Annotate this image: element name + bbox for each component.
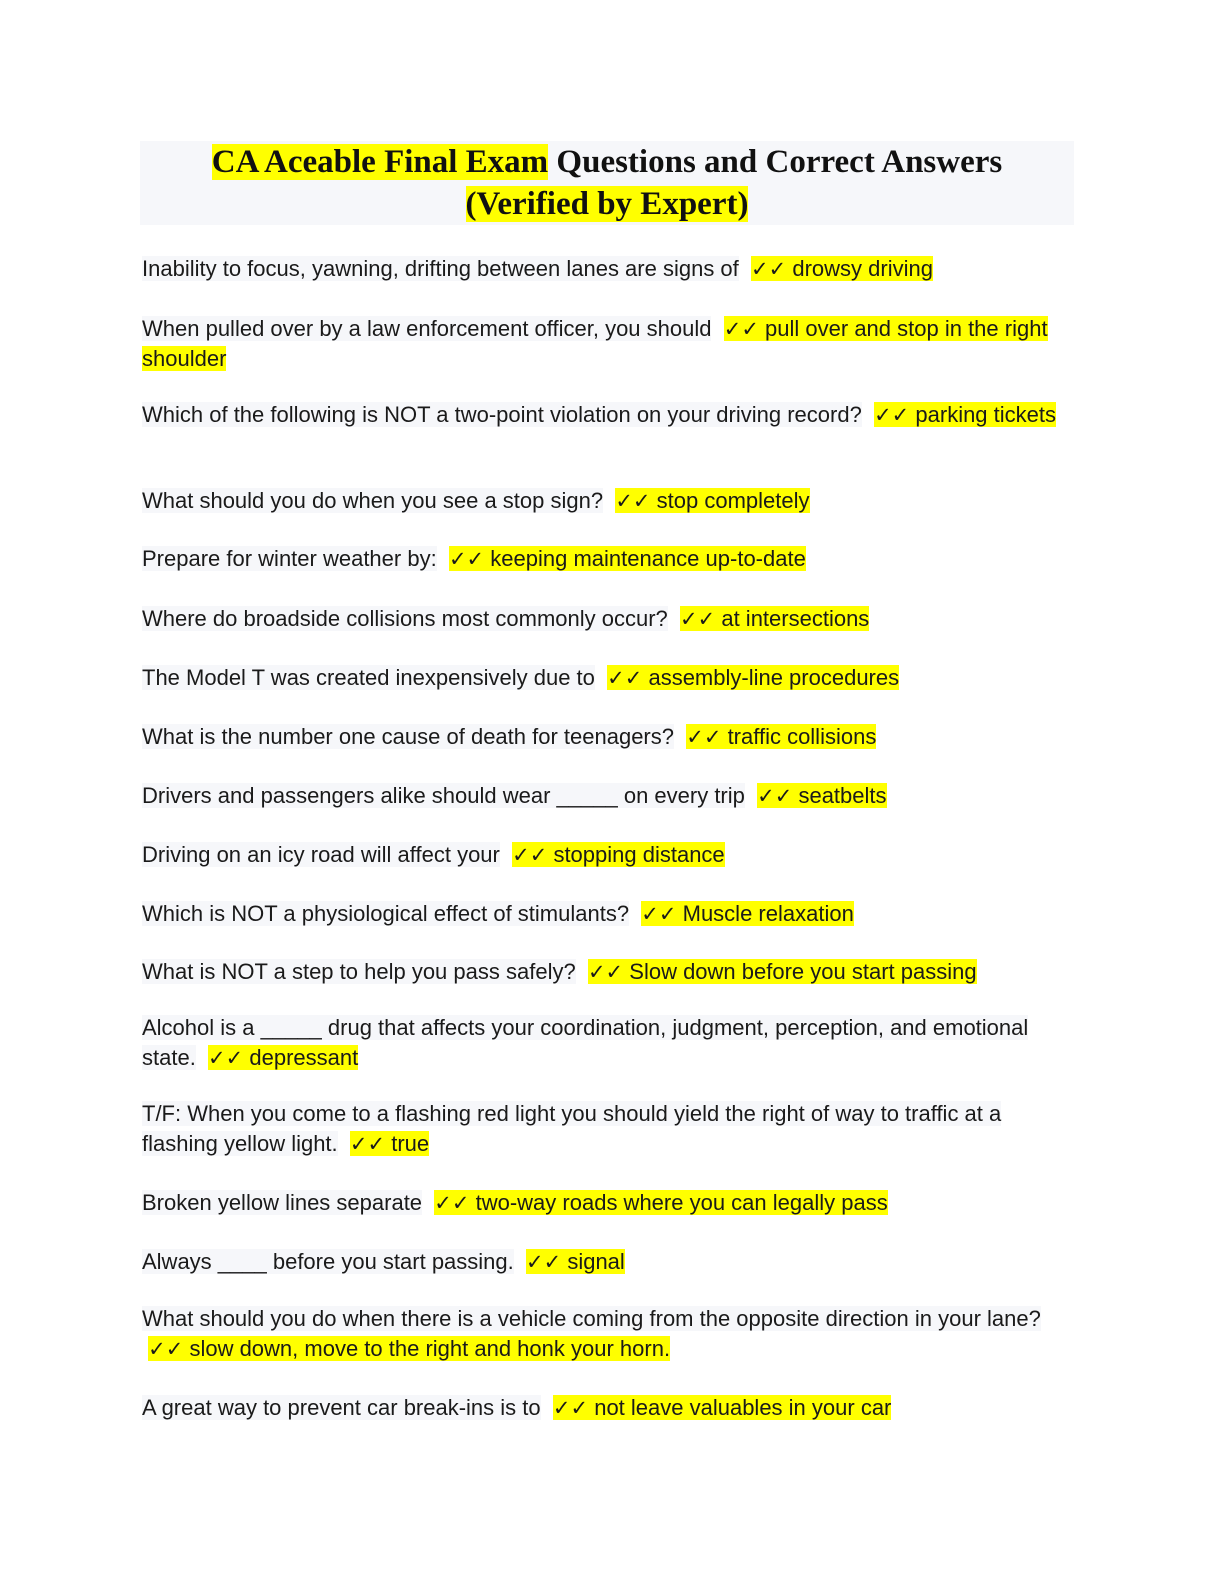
qa-item [142,1304,1062,1364]
double-check-icon: ✓✓ [148,1337,184,1361]
answer-text: Slow down before you start passing [629,959,977,984]
qa-item [142,1099,1062,1159]
double-check-icon: ✓✓ [751,257,787,281]
double-check-icon: ✓✓ [349,1132,386,1156]
question-text: Which is NOT a physiological effect of stimulants? [142,901,630,926]
double-check-icon: ✓✓ [686,725,722,749]
qa-item [142,1393,1062,1423]
qa-item [142,899,1062,929]
answer-text: parking tickets [915,402,1057,427]
question-text: What should you do when there is a vehicle coming from the opposite direction in your lane? [142,1306,1041,1331]
answer-text: at intersections [721,606,870,631]
answer-highlight [874,402,1056,427]
title-subtitle: (Verified by Expert) [465,186,749,222]
double-check-icon: ✓✓ [512,843,548,867]
qa-item [142,1247,1062,1277]
answer-highlight [757,783,886,808]
answer-text: not leave valuables in your car [594,1395,892,1420]
answer-highlight [680,606,869,631]
qa-item [142,486,1062,516]
question-text: The Model T was created inexpensively due to [142,665,595,690]
question-text: Always ____ before you start passing. [142,1249,514,1274]
answer-highlight [588,959,977,984]
question-text: Inability to focus, yawning, drifting between lanes are signs of [142,256,739,281]
double-check-icon: ✓✓ [208,1046,244,1070]
answer-highlight [641,901,854,926]
qa-item [142,544,1062,574]
answer-highlight [208,1045,358,1070]
answer-text: true [391,1131,430,1156]
qa-item [142,722,1062,752]
answer-text: seatbelts [798,783,887,808]
double-check-icon: ✓✓ [757,784,793,808]
answer-highlight [350,1131,429,1156]
question-text: Broken yellow lines separate [142,1190,423,1215]
answer-text: stop completely [656,488,810,513]
title-rest: Questions and Correct Answers [548,144,1003,180]
answer-highlight [512,842,725,867]
question-text: Which of the following is NOT a two-point violation on your driving record? [142,402,862,427]
qa-item [142,957,1062,987]
answer-highlight [686,724,876,749]
title-line-1 [140,141,1074,183]
question-text: What should you do when you see a stop sign? [142,488,604,513]
question-text: When pulled over by a law enforcement officer, you should [142,316,712,341]
answer-text: depressant [249,1045,359,1070]
double-check-icon: ✓✓ [723,317,759,341]
qa-item [142,604,1062,634]
answer-highlight [615,488,809,513]
qa-item [142,314,1062,374]
qa-item [142,400,1062,430]
question-text: Driving on an icy road will affect your [142,842,500,867]
answer-text: drowsy driving [792,256,933,281]
qa-item [142,663,1062,693]
answer-text: two-way roads where you can legally pass [475,1190,888,1215]
answer-text: keeping maintenance up-to-date [490,546,806,571]
answer-text: signal [567,1249,625,1274]
answer-text: traffic collisions [727,724,877,749]
qa-item [142,1013,1062,1073]
double-check-icon: ✓✓ [615,489,651,513]
qa-item [142,840,1062,870]
qa-item [142,254,1062,284]
answer-text: assembly-line procedures [648,665,900,690]
question-text: A great way to prevent car break-ins is to [142,1395,541,1420]
double-check-icon: ✓✓ [680,607,716,631]
answer-highlight [434,1190,887,1215]
answer-text: stopping distance [553,842,725,867]
question-text: Alcohol is a _____ drug that affects your coordination, judgment, perception, and emotional state. [142,1015,1029,1070]
title-line-2 [140,183,1074,225]
answer-highlight [751,256,933,281]
answer-highlight [449,546,806,571]
question-text: Where do broadside collisions most commonly occur? [142,606,668,631]
question-text: Prepare for winter weather by: [142,546,437,571]
answer-highlight [607,665,899,690]
answer-text: slow down, move to the right and honk your horn. [189,1336,671,1361]
answer-highlight [148,1336,670,1361]
double-check-icon: ✓✓ [874,403,910,427]
answer-text: pull over and stop in the right shoulder [142,316,1048,371]
question-text: What is NOT a step to help you pass safely? [142,959,576,984]
double-check-icon: ✓✓ [587,960,624,984]
qa-item [142,781,1062,811]
answer-text: Muscle relaxation [682,901,854,926]
qa-item [142,1188,1062,1218]
double-check-icon: ✓✓ [641,902,677,926]
double-check-icon: ✓✓ [526,1250,562,1274]
double-check-icon: ✓✓ [448,547,485,571]
answer-highlight [526,1249,625,1274]
question-text: T/F: When you come to a flashing red light you should yield the right of way to traffic at a flashing yellow light. [142,1101,1002,1156]
answer-highlight [553,1395,892,1420]
question-text: What is the number one cause of death for teenagers? [142,724,674,749]
double-check-icon: ✓✓ [552,1396,589,1420]
double-check-icon: ✓✓ [607,666,643,690]
document-title [140,141,1074,225]
title-highlight: CA Aceable Final Exam [211,144,549,180]
double-check-icon: ✓✓ [434,1191,470,1215]
question-text: Drivers and passengers alike should wear _____ on every trip [142,783,745,808]
